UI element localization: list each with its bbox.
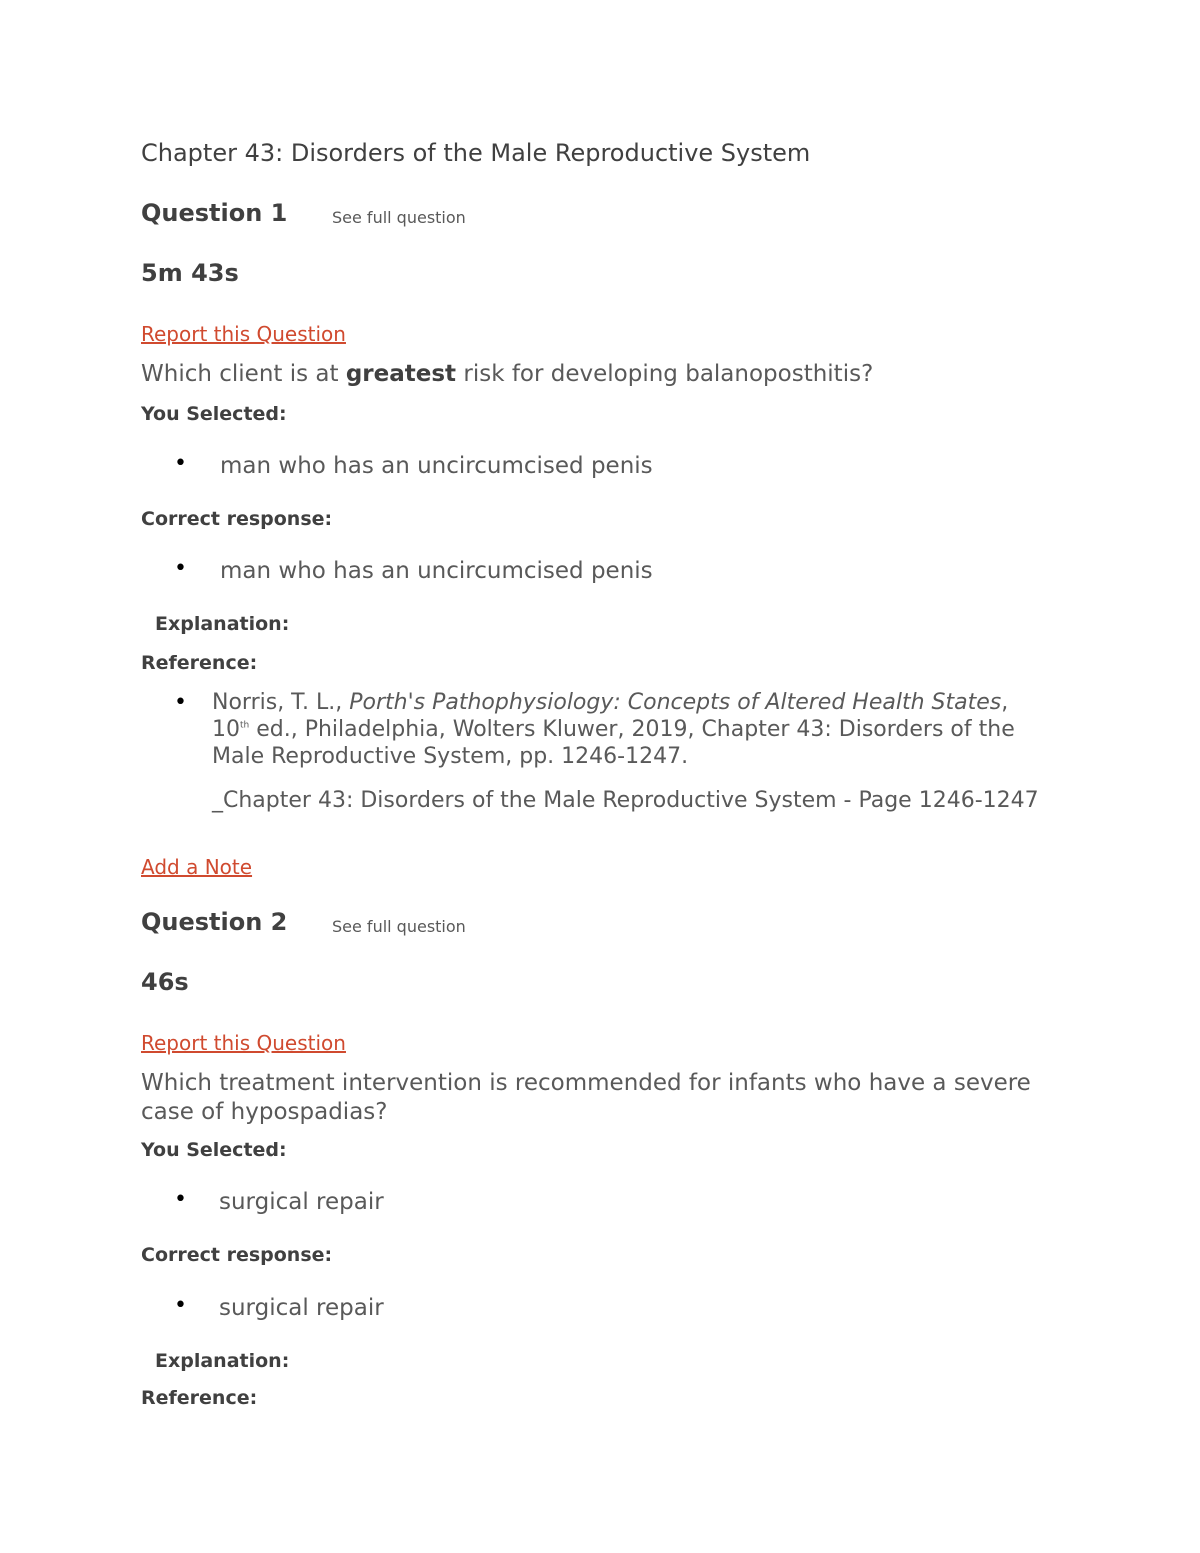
question-1-correct-answer: man who has an uncircumcised penis (220, 558, 653, 584)
bullet-icon: • (174, 451, 187, 476)
question-1-reference-label: Reference: (141, 652, 258, 674)
question-1-page-link[interactable]: _Chapter 43: Disorders of the Male Reproductive System - Page 1246-1247 (212, 788, 1039, 813)
bullet-icon: • (174, 1187, 187, 1212)
reference-details: ed., Philadelphia, Wolters Kluwer, 2019, Chapter 43: Disorders of the Male Reproductive System, pp. 1246-1247. (212, 717, 1015, 769)
question-2-timer: 46s (141, 968, 189, 996)
question-2-text: Which treatment intervention is recommended for infants who have a severe case of hypospadias? (141, 1070, 1031, 1125)
question-2-explanation-label: Explanation: (155, 1350, 290, 1372)
question-1-text (141, 360, 1071, 389)
chapter-title: Chapter 43: Disorders of the Male Reproductive System (141, 139, 811, 167)
add-note-link[interactable]: Add a Note (141, 855, 253, 879)
see-full-question-link-2[interactable]: See full question (332, 917, 466, 936)
reference-book-title: Porth's Pathophysiology: Concepts of Altered Health States (349, 690, 1002, 715)
question-2-reference-label: Reference: (141, 1387, 258, 1409)
question-2-selected-label: You Selected: (141, 1139, 287, 1161)
question-1-text-after: risk for developing balanoposthitis? (456, 361, 874, 387)
question-2-selected-answer: surgical repair (219, 1189, 384, 1215)
question-1-reference-citation (212, 689, 1042, 770)
bullet-icon: • (174, 690, 187, 715)
question-2-correct-label: Correct response: (141, 1244, 333, 1266)
reference-author: Norris, T. L., (212, 690, 350, 715)
report-question-2-link[interactable]: Report this Question (141, 1031, 346, 1055)
reference-edition-sup: th (240, 720, 250, 731)
reference-edition: , 10 (212, 690, 1009, 742)
question-1-text-bold: greatest (345, 361, 457, 387)
question-1-correct-label: Correct response: (141, 508, 333, 530)
see-full-question-link-1[interactable]: See full question (332, 208, 466, 227)
report-question-1-link[interactable]: Report this Question (141, 322, 346, 346)
question-2-heading: Question 2 (141, 908, 288, 936)
bullet-icon: • (174, 556, 187, 581)
question-2-correct-answer: surgical repair (219, 1295, 384, 1321)
bullet-icon: • (174, 1293, 187, 1318)
question-1-timer: 5m 43s (141, 259, 239, 287)
question-1-heading: Question 1 (141, 199, 288, 227)
question-1-text-before: Which client is at (141, 361, 346, 387)
question-1-explanation-label: Explanation: (155, 613, 290, 635)
question-1-selected-answer: man who has an uncircumcised penis (220, 453, 653, 479)
question-1-selected-label: You Selected: (141, 403, 287, 425)
